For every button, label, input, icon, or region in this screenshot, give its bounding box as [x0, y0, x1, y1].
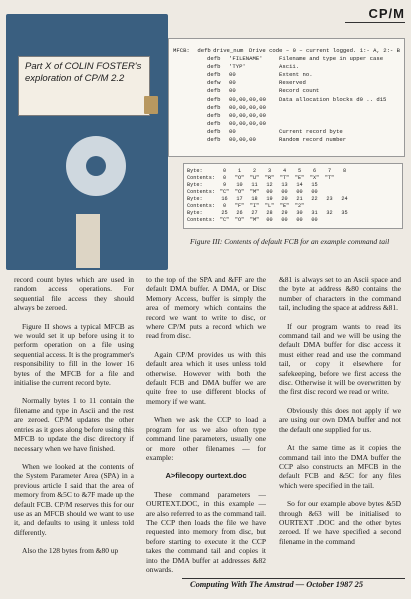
byte-cell: 6 [312, 168, 317, 174]
paragraph: Figure II shows a typical MFCB as we would set it up before using it to perform operation on a file using sequential access. It is the programmer's responsibility to fill in the lower 16 bytes of the MFCB for a file and initialise the current record byte. [14, 321, 134, 388]
byte-cell: 5 [297, 168, 302, 174]
byte-cell: "X" [309, 175, 320, 181]
byte-cell: 24 [341, 196, 348, 202]
code-line [173, 136, 400, 144]
code-arg: 00 [229, 127, 236, 135]
paragraph: record count bytes which are used in random access operations. For sequential file access they should always be zeroed. [14, 275, 134, 313]
byte-cell: 7 [327, 168, 332, 174]
code-arg: 00,00,00,00 [229, 119, 266, 127]
code-op: defw [207, 79, 221, 87]
code-op: defb [207, 136, 221, 144]
byte-cell: 4 [282, 168, 287, 174]
byte-table [183, 163, 403, 229]
mfcb-code-listing [168, 38, 405, 157]
paragraph: At the same time as it copies the command tail into the DMA buffer the CCP also constructs an MFCB in the default FCB and &5C for any files which were specified in the tail. [279, 443, 401, 490]
paragraph: If our program wants to read its command tail and we will be using the default DMA buffer for disc access it must either read and use the command tail, or copy it elsewhere for safekeeping, before we first access the disc. Otherwise it will be overwritten by the first disc record we read or write. [279, 321, 401, 397]
code-op: defb [207, 87, 221, 95]
code-line [173, 96, 400, 104]
byte-cell: 2 [252, 168, 257, 174]
code-arg: 'FILENAME' [229, 55, 263, 63]
code-label [173, 87, 207, 95]
byte-table-row [187, 210, 399, 217]
byte-cell: "O" [234, 217, 245, 223]
code-arg: 'TYP' [229, 63, 246, 71]
code-arg: drive_num [213, 47, 244, 54]
byte-cell [322, 189, 337, 196]
byte-cell: "E" [294, 175, 305, 181]
byte-cell: "C" [219, 217, 230, 223]
byte-row-label: Contents: [187, 203, 216, 209]
code-label [173, 63, 207, 71]
byte-cell: 20 [281, 196, 288, 202]
byte-cell: 18 [251, 196, 258, 202]
code-line [173, 112, 400, 120]
byte-cell: "2" [294, 203, 305, 209]
byte-cell [337, 175, 352, 182]
byte-cell: 0 [222, 168, 227, 174]
text-column-2 [146, 275, 266, 583]
byte-cell: 28 [266, 210, 273, 216]
code-line [173, 55, 400, 63]
byte-cell: "F" [234, 203, 245, 209]
figure-caption: Figure III: Contents of default FCB for an example command tail [190, 237, 390, 246]
byte-cell: "R" [264, 175, 275, 181]
code-label [173, 104, 207, 112]
code-comment [279, 112, 400, 120]
command-example: A>filecopy ourtext.doc [165, 471, 247, 481]
byte-cell: 13 [281, 182, 288, 188]
code-comment: Reserved [279, 79, 306, 87]
code-comment: Data allocation blocks d0 .. d15 [279, 95, 387, 103]
paragraph: to the top of the SPA and &FF are the default DMA buffer. A DMA, or Disc Memory Access, buffer is simply the area of memory which contains the record we want to write to disc, or where CP/M puts a record which we read from disc. [146, 275, 266, 341]
byte-cell: 0 [222, 175, 227, 181]
footer-rule [182, 578, 405, 579]
code-arg: 00,00,00,00 [229, 95, 266, 103]
byte-cell: "I" [249, 203, 260, 209]
byte-cell: "L" [264, 203, 275, 209]
section-header: CP/M [368, 6, 405, 21]
paragraph: Again CP/M provides us with this default area which it uses unless told otherwise. However with both the default FCB and DMA buffer we are quite free to use different blocks of memory if we want. [146, 349, 266, 406]
code-line [173, 120, 400, 128]
byte-row-label: Contents: [187, 217, 216, 223]
paragraph: So for our example above bytes &5D through &63 will be initialised to OURTEXT .DOC and the other bytes zeroed. If we have specified a second filename in the command [279, 499, 401, 546]
paragraph: Also the 128 bytes from &80 up [22, 546, 119, 556]
code-arg: 00,00,00,00 [229, 111, 266, 119]
byte-cell: "O" [234, 189, 245, 195]
byte-table-row [187, 182, 399, 189]
byte-cell: 27 [251, 210, 258, 216]
byte-cell: 11 [251, 182, 258, 188]
code-line [173, 71, 400, 79]
code-label [173, 120, 207, 128]
byte-cell: 29 [281, 210, 288, 216]
byte-cell: 9 [222, 182, 227, 188]
byte-cell: 14 [296, 182, 303, 188]
byte-table-row [187, 196, 399, 203]
byte-cell: 26 [236, 210, 243, 216]
code-op: defb [207, 127, 221, 135]
disk-read-slot [76, 214, 100, 268]
code-comment: Filename and type in upper case [279, 55, 384, 63]
disk-label: Part X of COLIN FOSTER's exploration of CP/M 2.2 [18, 56, 150, 116]
code-arg: 00 [229, 87, 236, 95]
code-line [173, 63, 400, 71]
byte-cell: 19 [266, 196, 273, 202]
byte-cell [337, 182, 352, 189]
byte-cell: 00 [266, 217, 273, 223]
code-comment: Extent no. [279, 71, 313, 79]
page-footer: Computing With The Amstrad — October 1987 25 [190, 580, 364, 589]
code-arg: 00,00,00 [229, 136, 256, 144]
code-line [173, 79, 400, 87]
byte-cell: 00 [296, 217, 303, 223]
byte-cell: "E" [279, 203, 290, 209]
byte-row-label: Byte: [187, 196, 203, 202]
byte-row-label: Byte: [187, 168, 203, 174]
byte-cell: 32 [326, 210, 333, 216]
byte-row-label: Contents: [187, 189, 216, 195]
code-line [173, 128, 400, 136]
paragraph: When we ask the CCP to load a program for us we also often type command line parameters, usually one or more other filenames — for example: [146, 415, 266, 462]
code-op: defb [207, 55, 221, 63]
byte-row-label: Contents: [187, 175, 216, 181]
byte-cell [322, 182, 337, 189]
byte-cell: 35 [341, 210, 348, 216]
byte-table-row [187, 168, 399, 175]
text-column-1 [14, 275, 134, 565]
byte-cell: "C" [219, 189, 230, 195]
paragraph: &81 is always set to an Ascii space and the byte at address &80 contains the number of characters in the command tail, including the space at address &81. [279, 275, 401, 313]
byte-cell: 00 [296, 189, 303, 195]
byte-table-row [187, 189, 399, 196]
byte-cell: "U" [249, 175, 260, 181]
byte-row-label: Byte: [187, 182, 203, 188]
disk-spindle [86, 156, 106, 176]
byte-cell: 00 [281, 217, 288, 223]
byte-cell [337, 203, 352, 210]
code-comment: Current record byte [279, 127, 343, 135]
byte-table-row [187, 175, 399, 182]
byte-cell [322, 203, 337, 210]
code-label [173, 136, 207, 144]
code-arg: 00 [229, 71, 236, 79]
byte-cell [337, 217, 352, 224]
code-label: MFCB: [173, 47, 190, 54]
byte-cell: 30 [296, 210, 303, 216]
byte-cell: 8 [342, 168, 347, 174]
code-comment [279, 104, 400, 112]
code-line [173, 47, 400, 55]
code-op: defb [207, 103, 221, 111]
byte-cell: 00 [311, 217, 318, 223]
paragraph: Obviously this does not apply if we are using our own DMA buffer and not the default one supplied for us. [279, 405, 401, 434]
code-op: defb [207, 63, 221, 71]
code-arg: 00 [229, 79, 236, 87]
byte-cell [307, 203, 322, 210]
code-label [173, 96, 207, 104]
code-op: defb [207, 71, 221, 79]
byte-cell: 22 [311, 196, 318, 202]
byte-cell: 31 [311, 210, 318, 216]
code-line [173, 104, 400, 112]
byte-cell: "M" [249, 189, 260, 195]
paragraph: Normally bytes 1 to 11 contain the filename and type in Ascii and the rest are zeroed. CP/M updates the other entries as it goes along before using this MFCB to update the disc directory if necessary when we have finished. [14, 396, 134, 453]
byte-cell: 1 [237, 168, 242, 174]
byte-cell: 00 [266, 189, 273, 195]
code-label [173, 79, 207, 87]
byte-cell: "O" [234, 175, 245, 181]
byte-table-row [187, 217, 399, 224]
byte-cell: 25 [221, 210, 228, 216]
paragraph: These command parameters — OURTEXT.DOC, in this example — are also referred to as the command tail. The CCP then loads the file we have requested into memory from disc, but before starting to execute it the CCP takes the command tail and copies it into the DMA buffer at addresses &82 onwards. [146, 489, 266, 574]
byte-cell: 0 [222, 203, 227, 209]
byte-row-label: Byte: [187, 210, 203, 216]
byte-cell: "T" [279, 175, 290, 181]
code-comment: Record count [279, 87, 320, 95]
byte-cell: 10 [236, 182, 243, 188]
code-op: defb [207, 111, 221, 119]
floppy-disk-illustration [6, 14, 168, 270]
text-column-3 [279, 275, 401, 555]
code-op: defb [197, 47, 211, 54]
byte-cell: 00 [281, 189, 288, 195]
byte-cell: "M" [249, 217, 260, 223]
code-label [173, 71, 207, 79]
code-comment [279, 120, 400, 128]
byte-cell: 21 [296, 196, 303, 202]
byte-cell [337, 189, 352, 196]
byte-cell: 00 [311, 189, 318, 195]
code-label [173, 112, 207, 120]
header-rule [345, 22, 405, 23]
byte-cell: 17 [236, 196, 243, 202]
byte-cell: 23 [326, 196, 333, 202]
byte-cell: 12 [266, 182, 273, 188]
byte-cell: "T" [324, 175, 335, 181]
code-comment: Ascii. [279, 63, 300, 71]
byte-cell: 3 [267, 168, 272, 174]
byte-cell [322, 217, 337, 224]
code-line [173, 87, 400, 95]
code-arg: 00,00,00,00 [229, 103, 266, 111]
byte-cell: 16 [221, 196, 228, 202]
paragraph: When we looked at the contents of the System Parameter Area (SPA) in a previous article I said that the area of memory from &5C to &7F made up the default FCB. CP/M reserves this for our use as an MFCB should we want to use it, and defaults to using it unless told differently. [14, 461, 134, 537]
byte-cell: 15 [311, 182, 318, 188]
byte-table-row [187, 203, 399, 210]
code-label [173, 55, 207, 63]
code-comment: Random record number [279, 136, 347, 144]
code-op: defb [207, 119, 221, 127]
code-op: defb [207, 95, 221, 103]
disk-shutter [144, 96, 158, 114]
code-label [173, 128, 207, 136]
code-comment: Drive code – 0 – current logged. 1:- A, 2:- B [248, 47, 400, 54]
